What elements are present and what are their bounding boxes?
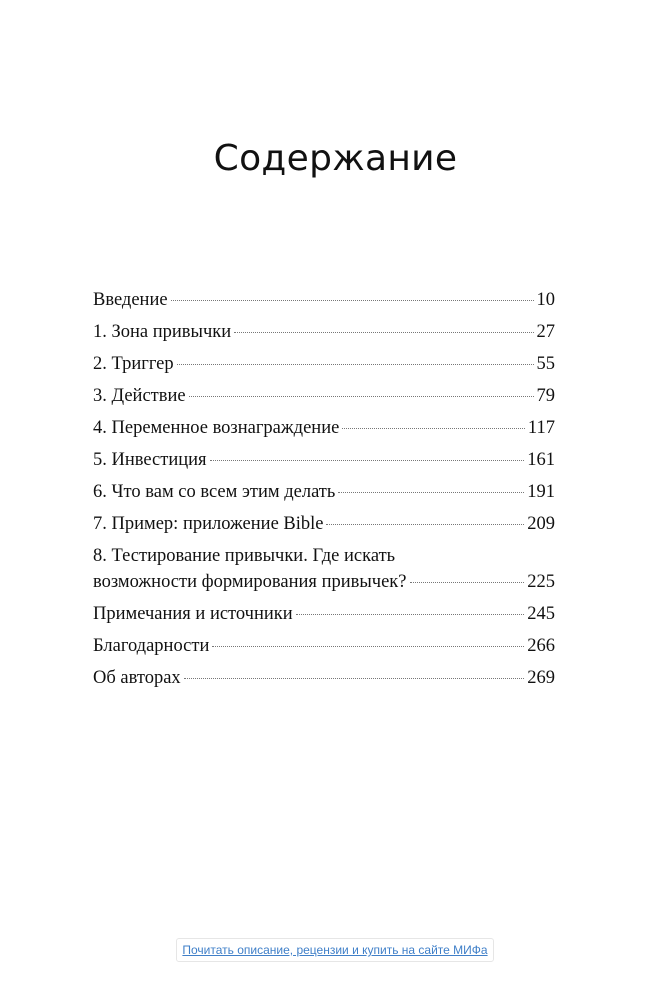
toc-entry-label: 1. Зона привычки	[93, 322, 232, 342]
toc-entry	[93, 450, 555, 482]
toc-leader-dots	[326, 523, 524, 525]
toc-entry-label: 5. Инвестиция	[93, 450, 207, 470]
toc-entry	[93, 604, 555, 636]
toc-entry-label: 7. Пример: приложение Bible	[93, 514, 324, 534]
toc-entry	[93, 514, 555, 546]
toc-entry-label: Об авторах	[93, 668, 181, 688]
toc-entry-page: 79	[536, 386, 555, 406]
toc-entry	[93, 290, 555, 322]
table-of-contents	[93, 290, 555, 700]
toc-entry	[93, 668, 555, 700]
toc-entry-label: 4. Переменное вознаграждение	[93, 418, 340, 438]
toc-entry-label-continued: возможности формирования привычек?	[93, 572, 407, 592]
toc-entry	[93, 322, 555, 354]
toc-entry-label: Благодарности	[93, 636, 210, 656]
toc-leader-dots	[171, 299, 534, 301]
buy-on-mif-link[interactable]: Почитать описание, рецензии и купить на сайте МИФа	[176, 938, 494, 962]
toc-entry-page: 266	[527, 636, 555, 656]
toc-entry-label: Введение	[93, 290, 168, 310]
toc-leader-dots	[212, 645, 524, 647]
toc-entry-page: 161	[527, 450, 555, 470]
toc-leader-dots	[342, 427, 525, 429]
toc-entry	[93, 386, 555, 418]
toc-entry-label: 2. Триггер	[93, 354, 174, 374]
toc-entry	[93, 354, 555, 386]
toc-entry-page: 117	[527, 418, 555, 438]
toc-entry-label: 6. Что вам со всем этим делать	[93, 482, 336, 502]
toc-leader-dots	[296, 613, 525, 615]
toc-leader-dots	[177, 363, 534, 365]
toc-entry	[93, 418, 555, 450]
toc-leader-dots	[210, 459, 525, 461]
toc-entry	[93, 546, 555, 604]
toc-entry-page: 27	[536, 322, 555, 342]
toc-entry-page: 209	[527, 514, 555, 534]
toc-entry-page: 55	[536, 354, 555, 374]
toc-entry-page: 191	[527, 482, 555, 502]
toc-leader-dots	[184, 677, 525, 679]
toc-entry-label: Примечания и источники	[93, 604, 293, 624]
toc-entry-page: 245	[527, 604, 555, 624]
toc-entry-page: 225	[527, 572, 555, 592]
page-title: Содержание	[213, 138, 458, 179]
toc-entry-page: 269	[527, 668, 555, 688]
toc-entry	[93, 482, 555, 514]
toc-entry-page: 10	[536, 290, 555, 310]
toc-leader-dots	[338, 491, 524, 493]
toc-leader-dots	[234, 331, 533, 333]
toc-leader-dots	[410, 581, 525, 583]
toc-entry	[93, 636, 555, 668]
toc-leader-dots	[189, 395, 534, 397]
toc-entry-label: 3. Действие	[93, 386, 186, 406]
toc-entry-label: 8. Тестирование привычки. Где искать	[93, 546, 396, 566]
